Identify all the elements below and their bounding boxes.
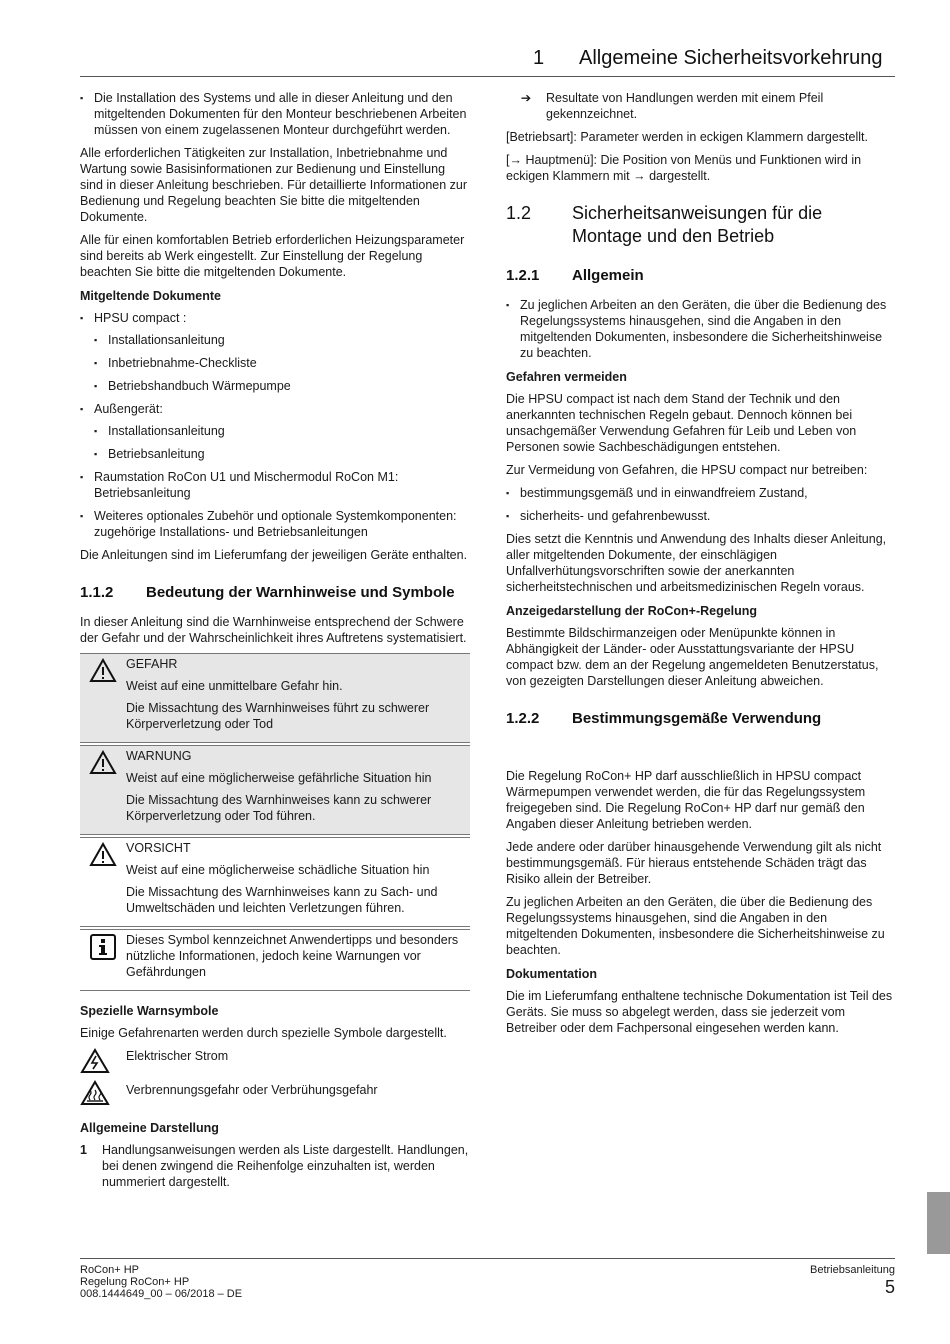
subheading-dokumentation: Dokumentation: [506, 967, 597, 981]
warning-triangle-icon: [89, 658, 117, 683]
paragraph: In dieser Anleitung sind die Warnhinweise entsprechend der Schwere der Gefahr und der Wahrscheinlichkeit ihres Auftretens systematisiert.: [80, 615, 467, 645]
chapter-title: Allgemeine Sicherheitsvorkehrung: [579, 47, 883, 69]
warning-box-gefahr: [80, 653, 470, 743]
list-item: ▪ sicherheits- und gefahrenbewusst.: [506, 508, 896, 524]
warning-text: Weist auf eine möglicherweise gefährliche Situation hin: [126, 771, 432, 785]
info-text: Dieses Symbol kennzeichnet Anwendertipps und besonders nützliche Informationen, jedoch keine Warnungen vor Gefährdungen: [126, 933, 459, 979]
page-number: 5: [884, 1277, 895, 1297]
symbol-row-burn: [80, 1080, 470, 1106]
hot-surface-icon: [80, 1080, 110, 1106]
paragraph: Zu jeglichen Arbeiten an den Geräten, die über die Bedienung des Regelungssystems hinausgehen, sind die Angaben in den mitgeltenden Dokumenten, insbesondere die Sicherheitshinweise zu beachten.: [506, 895, 885, 957]
paragraph: Dies setzt die Kenntnis und Anwendung des Inhalts dieser Anleitung, aller mitgeltenden Dokumente, der einschlägigen Unfallverhütungsvorschriften sowie der anerkannten sicherheitstechnischen und arbeitsmedizinischen Regeln voraus.: [506, 532, 887, 594]
list-item: ▪ bestimmungsgemäß und in einwandfreiem Zustand,: [506, 485, 896, 501]
section-heading-1-1-2: [80, 583, 470, 602]
subheading-allgemeine-darstellung: Allgemeine Darstellung: [80, 1121, 219, 1135]
gefahren-list: [506, 485, 896, 524]
item-text: Handlungsanweisungen werden als Liste dargestellt. Handlungen, bei denen zwingend die Reihenfolge einzuhalten ist, werden nummeriert dargestellt.: [102, 1143, 469, 1189]
list-item: ▪ Zu jeglichen Arbeiten an den Geräten, die über die Bedienung des Regelungssystems hinausgehen, sind die Angaben in den mitgeltenden Dokumenten, insbesondere die Sicherheitshinweise zu beachten.: [506, 297, 896, 361]
footer-doc-number: 008.1444649_00 – 06/2018 – DE: [80, 1288, 243, 1300]
footer-product: RoCon+ HP: [80, 1264, 140, 1276]
subheading-gefahren-vermeiden: Gefahren vermeiden: [506, 370, 627, 384]
paragraph: [Betriebsart]: Parameter werden in eckigen Klammern dargestellt.: [506, 130, 868, 144]
paragraph: Die Anleitungen sind im Lieferumfang der jeweiligen Geräte enthalten.: [80, 548, 468, 562]
right-column: [506, 90, 896, 1043]
paragraph: Die HPSU compact ist nach dem Stand der Technik und den anerkannten technischen Regeln gebaut. Dennoch können bei unsachgemäßer Verwendung Gefahren für Leib und Leben von Personen sowie Sachbeschädigungen entstehen.: [506, 392, 857, 454]
info-box: [80, 929, 470, 991]
section-title: Sicherheitsanweisungen für die Montage und den Betrieb: [572, 203, 823, 246]
list-item: ▪ Betriebshandbuch Wärmepumpe: [94, 378, 470, 394]
section-number: 1.2.1: [506, 267, 540, 284]
section-number: 1.1.2: [80, 584, 114, 601]
list-item: ▪ Inbetriebnahme-Checkliste: [94, 355, 470, 371]
numbered-item: [80, 1142, 470, 1190]
list-item: [80, 401, 470, 462]
docs-sublist: [94, 332, 470, 394]
warning-text: Weist auf eine unmittelbare Gefahr hin.: [126, 679, 343, 693]
docs-list: [80, 310, 470, 540]
warning-level: GEFAHR: [126, 657, 178, 671]
info-icon: [90, 934, 116, 960]
symbol-label: Verbrennungsgefahr oder Verbrühungsgefahr: [126, 1083, 378, 1097]
warning-box-vorsicht: [80, 837, 470, 927]
section-heading-1-2-2: [506, 709, 896, 728]
paragraph: Die im Lieferumfang enthaltene technische Dokumentation ist Teil des Geräts. Sie muss so abgelegt werden, dass sie jederzeit vom Betreiber oder dem Fachpersonal eingesehen werden kann.: [506, 989, 893, 1035]
allgemein-list: [506, 297, 896, 361]
list-item: ▪ Installationsanleitung: [94, 332, 470, 348]
footer-product-name: Regelung RoCon+ HP: [80, 1276, 190, 1288]
list-item: ▪ Weiteres optionales Zubehör und optionale Systemkomponenten: zugehörige Installations- und Betriebsanleitungen: [80, 508, 470, 540]
subheading-spezielle-warnsymbole: Spezielle Warnsymbole: [80, 1004, 219, 1018]
chapter-thumb-tab: [927, 1192, 950, 1254]
footer-left: [80, 1264, 242, 1300]
footer-doc-type: Betriebsanleitung: [809, 1264, 895, 1276]
section-heading-1-2-1: [506, 266, 896, 285]
paragraph: Die Regelung RoCon+ HP darf ausschließlich in HPSU compact Wärmepumpen verwendet werden, die für das Regelungssystem freigegeben sind. Die Regelung RoCon+ HP darf nur gemäß den Angaben dieser Anleitung betrieben werden.: [506, 769, 866, 831]
paragraph: [→ Hauptmenü]: Die Position von Menüs und Funktionen wird in eckigen Klammern mit → dargestellt.: [506, 153, 862, 183]
chapter-number: 1: [533, 47, 545, 69]
item-number: 1: [80, 1143, 87, 1157]
warning-text: Die Missachtung des Warnhinweises kann zu schwerer Körperverletzung oder Tod führen.: [126, 793, 432, 823]
section-heading-1-2: [506, 202, 896, 248]
docs-sublist: [94, 423, 470, 462]
warning-level: WARNUNG: [126, 749, 192, 763]
symbol-label: Elektrischer Strom: [126, 1049, 229, 1063]
paragraph: Alle für einen komfortablen Betrieb erforderlichen Heizungsparameter sind bereits ab Werk eingestellt. Zur Einstellung der Regelung beachten Sie bitte die mitgeltenden Dokumente.: [80, 233, 465, 279]
list-item: [80, 310, 470, 394]
subheading-anzeigedarstellung: Anzeigedarstellung der RoCon+-Regelung: [506, 604, 758, 618]
left-column: [80, 90, 470, 1192]
list-item: ▪ Die Installation des Systems und alle in dieser Anleitung und den mitgeltenden Dokumenten für den Monteur beschriebenen Arbeiten müssen von einem zugelassenen Monteur durchgeführt werden.: [80, 90, 470, 138]
list-item-label: Außengerät:: [94, 402, 163, 416]
section-title: Allgemein: [572, 267, 644, 284]
section-title: Bedeutung der Warnhinweise und Symbole: [146, 584, 455, 601]
list-item: ▪ Raumstation RoCon U1 und Mischermodul RoCon M1: Betriebsanleitung: [80, 469, 470, 501]
paragraph: Jede andere oder darüber hinausgehende Verwendung gilt als nicht bestimmungsgemäß. Für hieraus entstehende Schäden trägt das Risiko allein der Betreiber.: [506, 840, 882, 886]
list-item: ▪ Betriebsanleitung: [94, 446, 470, 462]
paragraph: Bestimmte Bildschirmanzeigen oder Menüpunkte können in Abhängigkeit der Länder- oder Ausstattungsvariante der HPSU compact bzw. dem an der Regelung angemeldeten Benutzerstatus, von gezeigten Darstellungen dieser Anleitung abweichen.: [506, 626, 879, 688]
section-number: 1.2: [506, 203, 532, 223]
subheading-mitgeltende-dokumente: Mitgeltende Dokumente: [80, 289, 221, 303]
section-title: Bestimmungsgemäße Verwendung: [572, 710, 822, 727]
paragraph: Einige Gefahrenarten werden durch spezielle Symbole dargestellt.: [80, 1026, 447, 1040]
warning-text: Weist auf eine möglicherweise schädliche Situation hin: [126, 863, 430, 877]
paragraph: Zur Vermeidung von Gefahren, die HPSU compact nur betreiben:: [506, 463, 868, 477]
footer-right: [810, 1264, 895, 1298]
warning-triangle-icon: [89, 750, 117, 775]
result-text: Resultate von Handlungen werden mit einem Pfeil gekennzeichnet.: [546, 91, 824, 121]
page-footer: [80, 1258, 895, 1300]
list-item: ▪ Installationsanleitung: [94, 423, 470, 439]
warning-text: Die Missachtung des Warnhinweises kann zu Sach- und Umweltschäden und leichten Verletzungen führen.: [126, 885, 438, 915]
warning-box-warnung: [80, 745, 470, 835]
intro-list: [80, 90, 470, 138]
warning-triangle-icon: [89, 842, 117, 867]
paragraph: Alle erforderlichen Tätigkeiten zur Installation, Inbetriebnahme und Wartung sowie Basisinformationen zur Bedienung und Einstellung sind in dieser Anleitung beschrieben. Für detaillierte Informationen zur Bedienung und Regelung beachten Sie bitte die mitgeltenden Dokumente.: [80, 146, 468, 224]
warning-level: VORSICHT: [126, 841, 191, 855]
symbol-row-electric: [80, 1048, 470, 1074]
list-item-label: HPSU compact :: [94, 311, 187, 325]
electric-hazard-icon: [80, 1048, 110, 1074]
arrow-icon: ➔: [520, 91, 532, 105]
warning-text: Die Missachtung des Warnhinweises führt zu schwerer Körperverletzung oder Tod: [126, 701, 430, 731]
page-header: [80, 48, 895, 77]
section-number: 1.2.2: [506, 710, 540, 727]
result-line: [506, 90, 896, 122]
